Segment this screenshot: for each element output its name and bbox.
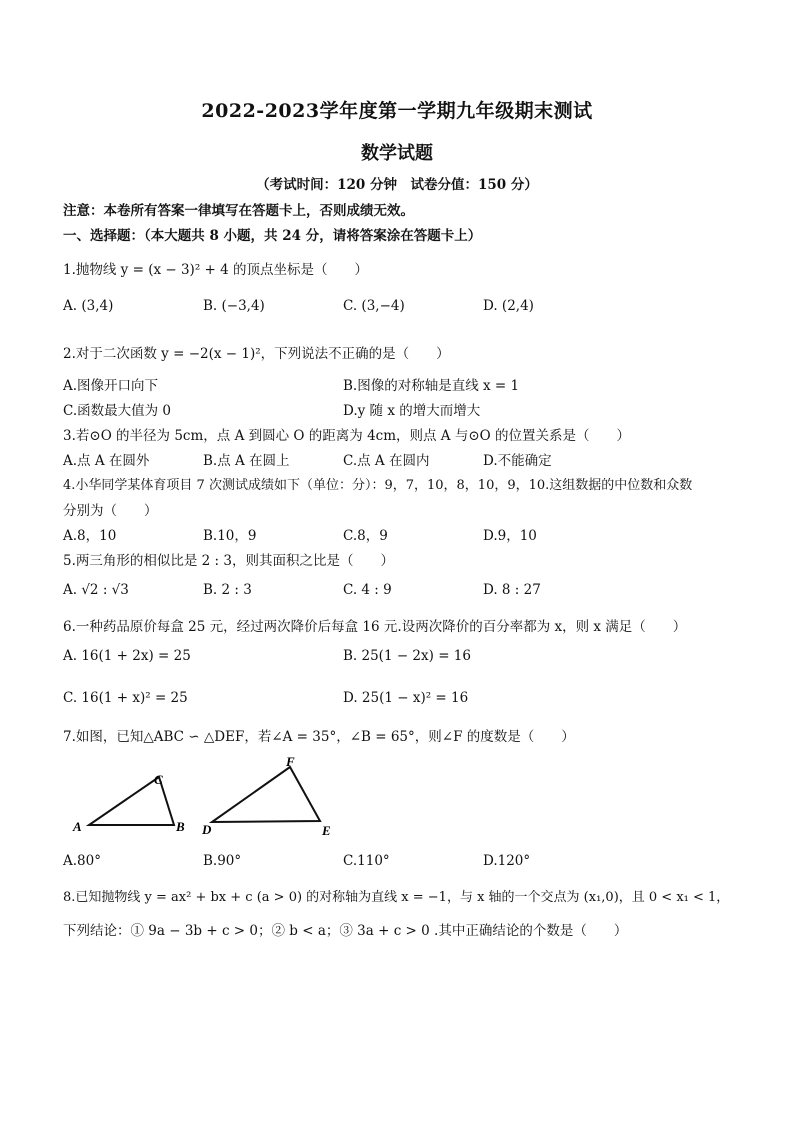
q3-option-d: D.不能确定: [483, 453, 552, 469]
vertex-label-a: A: [73, 819, 82, 834]
q2-option-a: A.图像开口向下: [63, 378, 159, 394]
q6-option-a: A. 16(1 + 2x) = 25: [63, 648, 191, 664]
page-subtitle: 数学试题: [361, 143, 433, 164]
q1-option-c: C. (3,−4): [343, 298, 405, 314]
q3-option-b: B.点 A 在圆上: [203, 453, 290, 469]
q5-option-b: B. 2 : 3: [203, 582, 252, 598]
page-title: 2022-2023学年度第一学期九年级期末测试: [201, 100, 593, 122]
q1-option-b: B. (−3,4): [203, 298, 265, 314]
q6-option-b: B. 25(1 − 2x) = 16: [343, 648, 471, 664]
section-heading: 一、选择题：（本大题共 8 小题，共 24 分，请将答案涂在答题卡上）: [63, 228, 482, 244]
q7-option-a: A.80°: [63, 853, 101, 869]
q2-option-d: D.y 随 x 的增大而增大: [343, 403, 481, 419]
q2-option-b: B.图像的对称轴是直线 x = 1: [343, 378, 520, 394]
q5-option-a: A. √2 : √3: [63, 582, 129, 598]
q1-option-a: A. (3,4): [63, 298, 114, 314]
q7-stem: 7.如图，已知△ABC ∽ △DEF，若∠A = 35°，∠B = 65°，则∠F 的度数是（ ）: [63, 729, 575, 745]
vertex-label-b: B: [176, 819, 185, 834]
q5-option-d: D. 8 : 27: [483, 582, 541, 598]
q4-option-a: A.8，10: [63, 528, 117, 544]
vertex-label-c: C: [154, 772, 163, 787]
q1-option-d: D. (2,4): [483, 298, 534, 314]
q6-option-c: C. 16(1 + x)² = 25: [63, 690, 188, 706]
q4-stem-line2: 分别为（ ）: [63, 503, 158, 519]
q5-stem: 5.两三角形的相似比是 2 : 3，则其面积之比是（ ）: [63, 553, 394, 569]
q4-option-b: B.10，9: [203, 528, 257, 544]
vertex-label-e: E: [322, 823, 331, 838]
q8-stem-line2: 下列结论：① 9a − 3b + c > 0；② b < a；③ 3a + c > 0 .其中正确结论的个数是（ ）: [63, 923, 628, 939]
q7-option-b: B.90°: [203, 853, 242, 869]
q4-option-d: D.9，10: [483, 528, 537, 544]
exam-info: （考试时间：120 分钟 试卷分值：150 分）: [256, 177, 538, 193]
q6-option-d: D. 25(1 − x)² = 16: [343, 690, 469, 706]
q4-option-c: C.8，9: [343, 528, 388, 544]
q7-option-d: D.120°: [483, 853, 531, 869]
q3-option-a: A.点 A 在圆外: [63, 453, 150, 469]
q5-option-c: C. 4 : 9: [343, 582, 392, 598]
q3-stem: 3.若⊙O 的半径为 5cm，点 A 到圆心 O 的距离为 4cm，则点 A 与⊙O 的位置关系是（ ）: [63, 428, 631, 444]
q4-stem-line1: 4.小华同学某体育项目 7 次测试成绩如下（单位：分）：9，7，10，8，10，9，10.这组数据的中位数和众数: [63, 478, 693, 493]
q1-stem: 1.抛物线 y = (x − 3)² + 4 的顶点坐标是（ ）: [63, 262, 369, 278]
q7-option-c: C.110°: [343, 853, 390, 869]
q2-option-c: C.函数最大值为 0: [63, 403, 172, 419]
similar-triangles-figure: [60, 752, 360, 842]
notice: 注意：本卷所有答案一律填写在答题卡上，否则成绩无效。: [63, 203, 414, 219]
q2-stem: 2.对于二次函数 y = −2(x − 1)²，下列说法不正确的是（ ）: [63, 346, 450, 362]
vertex-label-f: F: [286, 754, 295, 769]
q3-option-c: C.点 A 在圆内: [343, 453, 430, 469]
q6-stem: 6.一种药品原价每盒 25 元，经过两次降价后每盒 16 元.设两次降价的百分率都为 x，则 x 满足（ ）: [63, 619, 687, 635]
vertex-label-d: D: [202, 822, 212, 837]
triangle-def: [212, 767, 320, 822]
q8-stem-line1: 8.已知抛物线 y = ax² + bx + c (a > 0) 的对称轴为直线 x = −1，与 x 轴的一个交点为 (x₁,0)，且 0 < x₁ < 1，: [63, 890, 730, 905]
